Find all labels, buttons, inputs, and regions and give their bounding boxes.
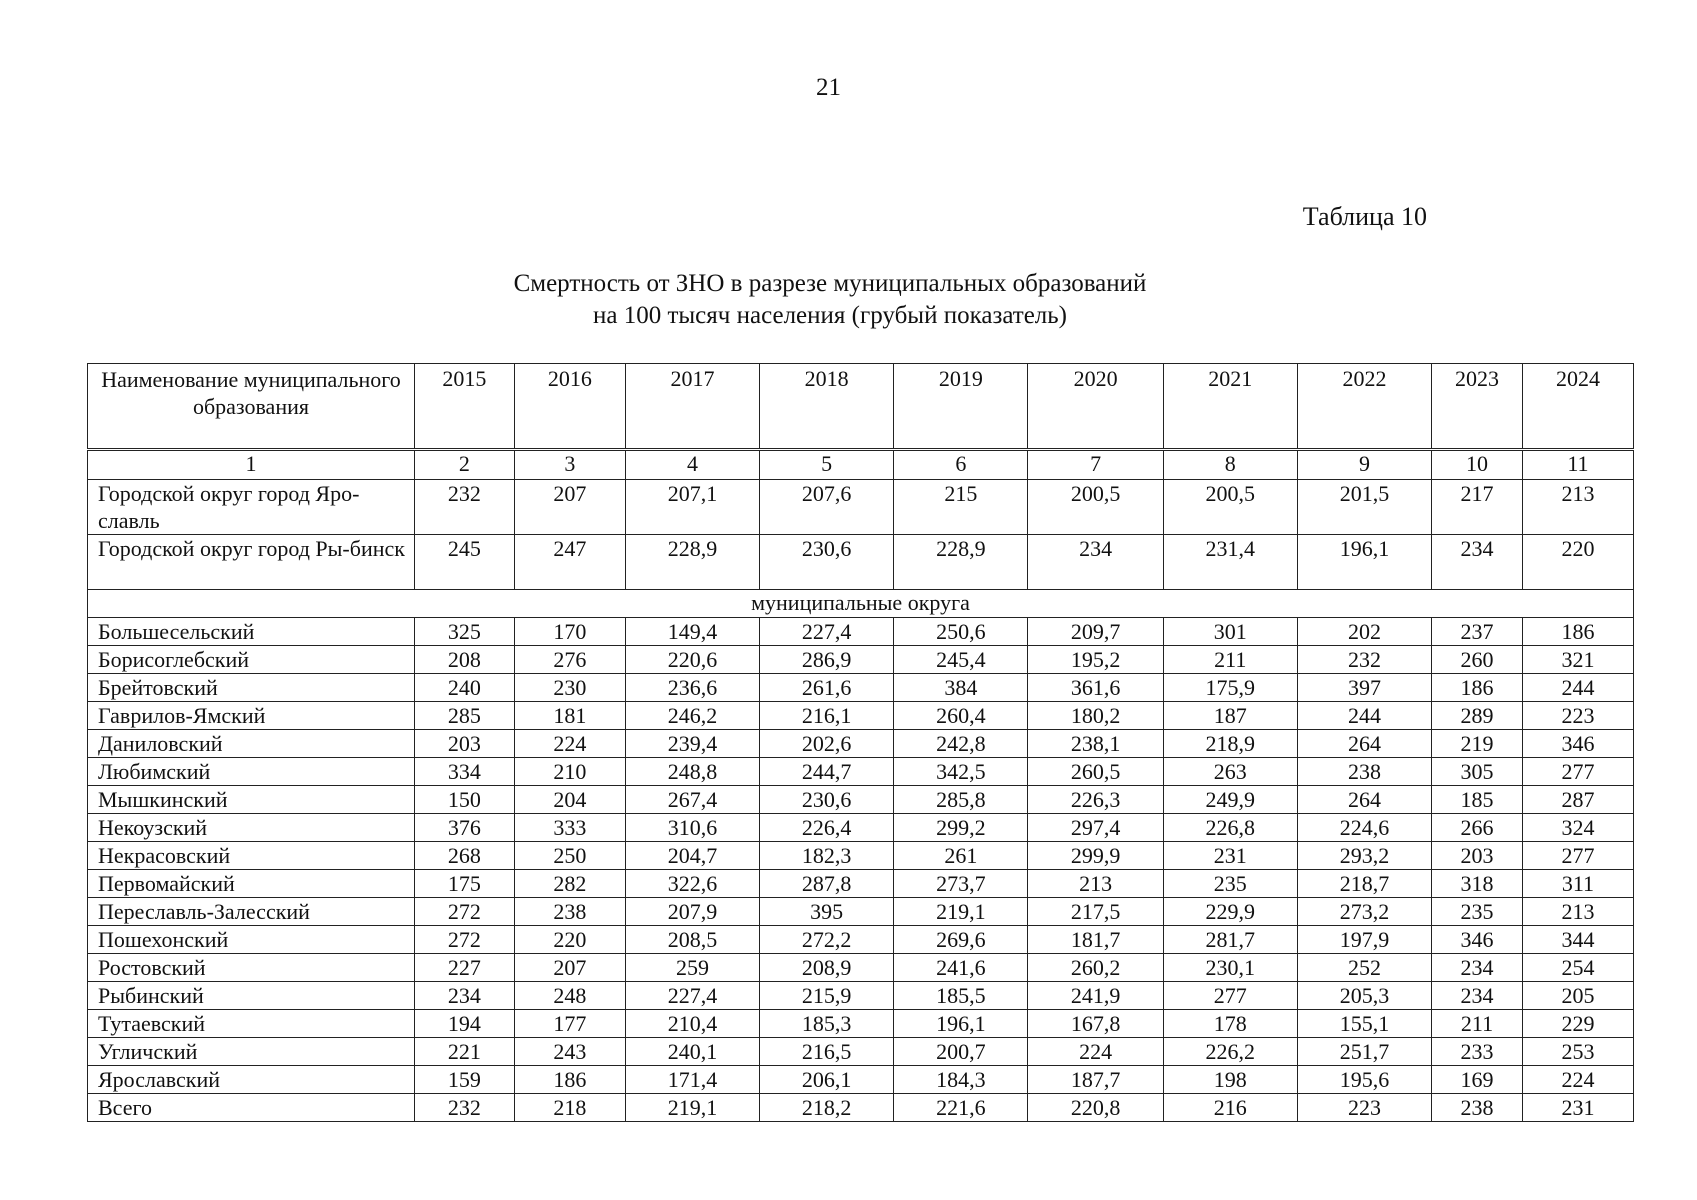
value-cell: 250,6 bbox=[894, 618, 1028, 646]
column-number-cell: 10 bbox=[1432, 451, 1523, 480]
column-number-cell: 5 bbox=[760, 451, 894, 480]
column-number-cell: 1 bbox=[88, 451, 415, 480]
value-cell: 234 bbox=[1028, 535, 1163, 590]
header-year-cell: 2017 bbox=[625, 364, 759, 449]
value-cell: 204,7 bbox=[625, 842, 759, 870]
value-cell: 207 bbox=[514, 480, 625, 535]
value-cell: 201,5 bbox=[1297, 480, 1431, 535]
value-cell: 181,7 bbox=[1028, 926, 1163, 954]
value-cell: 218 bbox=[514, 1094, 625, 1122]
value-cell: 289 bbox=[1432, 702, 1523, 730]
header-year-cell: 2020 bbox=[1028, 364, 1163, 449]
table-row bbox=[88, 926, 1634, 954]
table-row bbox=[88, 480, 1634, 535]
value-cell: 260,4 bbox=[894, 702, 1028, 730]
value-cell: 210 bbox=[514, 758, 625, 786]
column-number-cell: 9 bbox=[1297, 451, 1431, 480]
value-cell: 224 bbox=[514, 730, 625, 758]
value-cell: 219,1 bbox=[894, 898, 1028, 926]
value-cell: 227,4 bbox=[625, 982, 759, 1010]
header-year-cell: 2024 bbox=[1522, 364, 1633, 449]
value-cell: 202,6 bbox=[760, 730, 894, 758]
row-name-cell: Городской округ город Ры-бинск bbox=[88, 535, 415, 590]
row-name-cell: Гаврилов-Ямский bbox=[88, 702, 415, 730]
value-cell: 170 bbox=[514, 618, 625, 646]
row-name-cell: Тутаевский bbox=[88, 1010, 415, 1038]
column-number-cell: 3 bbox=[514, 451, 625, 480]
value-cell: 181 bbox=[514, 702, 625, 730]
value-cell: 185,3 bbox=[760, 1010, 894, 1038]
table-row bbox=[88, 814, 1634, 842]
value-cell: 207,1 bbox=[625, 480, 759, 535]
row-name-cell: Первомайский bbox=[88, 870, 415, 898]
value-cell: 234 bbox=[1432, 535, 1523, 590]
value-cell: 198 bbox=[1163, 1066, 1297, 1094]
value-cell: 196,1 bbox=[894, 1010, 1028, 1038]
page-number: 21 bbox=[816, 74, 841, 101]
value-cell: 244 bbox=[1297, 702, 1431, 730]
table-row bbox=[88, 1066, 1634, 1094]
value-cell: 202 bbox=[1297, 618, 1431, 646]
value-cell: 241,6 bbox=[894, 954, 1028, 982]
header-year-cell: 2023 bbox=[1432, 364, 1523, 449]
value-cell: 376 bbox=[414, 814, 514, 842]
value-cell: 322,6 bbox=[625, 870, 759, 898]
row-name-cell: Любимский bbox=[88, 758, 415, 786]
table-title-line-2: на 100 тысяч населения (грубый показатель) bbox=[592, 302, 1068, 329]
value-cell: 287,8 bbox=[760, 870, 894, 898]
row-name-cell: Борисоглебский bbox=[88, 646, 415, 674]
value-cell: 224 bbox=[1028, 1038, 1163, 1066]
value-cell: 286,9 bbox=[760, 646, 894, 674]
value-cell: 334 bbox=[414, 758, 514, 786]
table-row bbox=[88, 702, 1634, 730]
value-cell: 197,9 bbox=[1297, 926, 1431, 954]
value-cell: 175 bbox=[414, 870, 514, 898]
value-cell: 227,4 bbox=[760, 618, 894, 646]
row-name-cell: Некоузский bbox=[88, 814, 415, 842]
row-name-cell: Мышкинский bbox=[88, 786, 415, 814]
value-cell: 213 bbox=[1522, 480, 1633, 535]
value-cell: 217,5 bbox=[1028, 898, 1163, 926]
value-cell: 240 bbox=[414, 674, 514, 702]
value-cell: 216 bbox=[1163, 1094, 1297, 1122]
header-year-cell: 2018 bbox=[760, 364, 894, 449]
row-name-cell: Всего bbox=[88, 1094, 415, 1122]
value-cell: 344 bbox=[1522, 926, 1633, 954]
value-cell: 273,2 bbox=[1297, 898, 1431, 926]
value-cell: 346 bbox=[1432, 926, 1523, 954]
column-number-row bbox=[88, 451, 1634, 480]
value-cell: 228,9 bbox=[894, 535, 1028, 590]
value-cell: 346 bbox=[1522, 730, 1633, 758]
value-cell: 244 bbox=[1522, 674, 1633, 702]
value-cell: 205,3 bbox=[1297, 982, 1431, 1010]
value-cell: 260 bbox=[1432, 646, 1523, 674]
value-cell: 238 bbox=[1297, 758, 1431, 786]
value-cell: 211 bbox=[1163, 646, 1297, 674]
value-cell: 155,1 bbox=[1297, 1010, 1431, 1038]
value-cell: 235 bbox=[1163, 870, 1297, 898]
value-cell: 235 bbox=[1432, 898, 1523, 926]
value-cell: 207 bbox=[514, 954, 625, 982]
value-cell: 310,6 bbox=[625, 814, 759, 842]
header-year-cell: 2022 bbox=[1297, 364, 1431, 449]
value-cell: 243 bbox=[514, 1038, 625, 1066]
value-cell: 266 bbox=[1432, 814, 1523, 842]
value-cell: 248 bbox=[514, 982, 625, 1010]
value-cell: 272,2 bbox=[760, 926, 894, 954]
value-cell: 230,6 bbox=[760, 786, 894, 814]
value-cell: 206,1 bbox=[760, 1066, 894, 1094]
value-cell: 325 bbox=[414, 618, 514, 646]
value-cell: 223 bbox=[1522, 702, 1633, 730]
value-cell: 226,8 bbox=[1163, 814, 1297, 842]
value-cell: 195,6 bbox=[1297, 1066, 1431, 1094]
value-cell: 220,8 bbox=[1028, 1094, 1163, 1122]
value-cell: 228,9 bbox=[625, 535, 759, 590]
value-cell: 221,6 bbox=[894, 1094, 1028, 1122]
value-cell: 244,7 bbox=[760, 758, 894, 786]
value-cell: 213 bbox=[1522, 898, 1633, 926]
value-cell: 260,2 bbox=[1028, 954, 1163, 982]
value-cell: 203 bbox=[1432, 842, 1523, 870]
value-cell: 226,4 bbox=[760, 814, 894, 842]
value-cell: 211 bbox=[1432, 1010, 1523, 1038]
value-cell: 232 bbox=[414, 1094, 514, 1122]
value-cell: 150 bbox=[414, 786, 514, 814]
table-row bbox=[88, 982, 1634, 1010]
value-cell: 333 bbox=[514, 814, 625, 842]
value-cell: 299,9 bbox=[1028, 842, 1163, 870]
value-cell: 231,4 bbox=[1163, 535, 1297, 590]
value-cell: 169 bbox=[1432, 1066, 1523, 1094]
value-cell: 215,9 bbox=[760, 982, 894, 1010]
value-cell: 204 bbox=[514, 786, 625, 814]
column-number-cell: 2 bbox=[414, 451, 514, 480]
value-cell: 218,7 bbox=[1297, 870, 1431, 898]
value-cell: 238 bbox=[514, 898, 625, 926]
value-cell: 282 bbox=[514, 870, 625, 898]
value-cell: 232 bbox=[414, 480, 514, 535]
value-cell: 187,7 bbox=[1028, 1066, 1163, 1094]
value-cell: 195,2 bbox=[1028, 646, 1163, 674]
table-row bbox=[88, 898, 1634, 926]
value-cell: 287 bbox=[1522, 786, 1633, 814]
value-cell: 210,4 bbox=[625, 1010, 759, 1038]
value-cell: 237 bbox=[1432, 618, 1523, 646]
column-number-cell: 4 bbox=[625, 451, 759, 480]
value-cell: 208 bbox=[414, 646, 514, 674]
value-cell: 205 bbox=[1522, 982, 1633, 1010]
column-number-cell: 7 bbox=[1028, 451, 1163, 480]
value-cell: 247 bbox=[514, 535, 625, 590]
value-cell: 185 bbox=[1432, 786, 1523, 814]
value-cell: 268 bbox=[414, 842, 514, 870]
value-cell: 267,4 bbox=[625, 786, 759, 814]
value-cell: 220 bbox=[1522, 535, 1633, 590]
value-cell: 321 bbox=[1522, 646, 1633, 674]
value-cell: 263 bbox=[1163, 758, 1297, 786]
value-cell: 223 bbox=[1297, 1094, 1431, 1122]
value-cell: 234 bbox=[414, 982, 514, 1010]
value-cell: 384 bbox=[894, 674, 1028, 702]
value-cell: 293,2 bbox=[1297, 842, 1431, 870]
section-label-cell: муниципальные округа bbox=[88, 590, 1634, 618]
value-cell: 220 bbox=[514, 926, 625, 954]
value-cell: 269,6 bbox=[894, 926, 1028, 954]
value-cell: 229,9 bbox=[1163, 898, 1297, 926]
table-row bbox=[88, 842, 1634, 870]
value-cell: 182,3 bbox=[760, 842, 894, 870]
row-name-cell: Некрасовский bbox=[88, 842, 415, 870]
header-year-cell: 2015 bbox=[414, 364, 514, 449]
value-cell: 277 bbox=[1522, 758, 1633, 786]
value-cell: 213 bbox=[1028, 870, 1163, 898]
value-cell: 230 bbox=[514, 674, 625, 702]
value-cell: 234 bbox=[1432, 954, 1523, 982]
value-cell: 245,4 bbox=[894, 646, 1028, 674]
value-cell: 208,5 bbox=[625, 926, 759, 954]
value-cell: 236,6 bbox=[625, 674, 759, 702]
value-cell: 245 bbox=[414, 535, 514, 590]
value-cell: 305 bbox=[1432, 758, 1523, 786]
value-cell: 167,8 bbox=[1028, 1010, 1163, 1038]
table-header bbox=[87, 363, 1634, 449]
row-name-cell: Даниловский bbox=[88, 730, 415, 758]
value-cell: 221 bbox=[414, 1038, 514, 1066]
value-cell: 177 bbox=[514, 1010, 625, 1038]
value-cell: 254 bbox=[1522, 954, 1633, 982]
value-cell: 301 bbox=[1163, 618, 1297, 646]
value-cell: 185,5 bbox=[894, 982, 1028, 1010]
value-cell: 227 bbox=[414, 954, 514, 982]
value-cell: 196,1 bbox=[1297, 535, 1431, 590]
value-cell: 297,4 bbox=[1028, 814, 1163, 842]
value-cell: 260,5 bbox=[1028, 758, 1163, 786]
value-cell: 216,1 bbox=[760, 702, 894, 730]
value-cell: 285,8 bbox=[894, 786, 1028, 814]
value-cell: 220,6 bbox=[625, 646, 759, 674]
value-cell: 218,2 bbox=[760, 1094, 894, 1122]
row-name-cell: Большесельский bbox=[88, 618, 415, 646]
value-cell: 285 bbox=[414, 702, 514, 730]
value-cell: 207,9 bbox=[625, 898, 759, 926]
table-row bbox=[88, 1038, 1634, 1066]
value-cell: 186 bbox=[514, 1066, 625, 1094]
table-row bbox=[88, 618, 1634, 646]
row-name-cell: Ростовский bbox=[88, 954, 415, 982]
value-cell: 171,4 bbox=[625, 1066, 759, 1094]
header-year-cell: 2021 bbox=[1163, 364, 1297, 449]
header-year-cell: 2019 bbox=[894, 364, 1028, 449]
value-cell: 226,3 bbox=[1028, 786, 1163, 814]
value-cell: 159 bbox=[414, 1066, 514, 1094]
value-cell: 215 bbox=[894, 480, 1028, 535]
value-cell: 175,9 bbox=[1163, 674, 1297, 702]
value-cell: 219,1 bbox=[625, 1094, 759, 1122]
value-cell: 231 bbox=[1522, 1094, 1633, 1122]
table-row bbox=[88, 674, 1634, 702]
row-name-cell: Ярославский bbox=[88, 1066, 415, 1094]
value-cell: 272 bbox=[414, 898, 514, 926]
row-name-cell: Брейтовский bbox=[88, 674, 415, 702]
table-row bbox=[88, 535, 1634, 590]
value-cell: 299,2 bbox=[894, 814, 1028, 842]
value-cell: 234 bbox=[1432, 982, 1523, 1010]
header-row bbox=[88, 364, 1634, 449]
value-cell: 273,7 bbox=[894, 870, 1028, 898]
value-cell: 208,9 bbox=[760, 954, 894, 982]
value-cell: 242,8 bbox=[894, 730, 1028, 758]
value-cell: 272 bbox=[414, 926, 514, 954]
value-cell: 184,3 bbox=[894, 1066, 1028, 1094]
value-cell: 238,1 bbox=[1028, 730, 1163, 758]
row-name-cell: Переславль-Залесский bbox=[88, 898, 415, 926]
table-title-line-1: Смертность от ЗНО в разрезе муниципальных образований bbox=[513, 270, 1147, 297]
value-cell: 361,6 bbox=[1028, 674, 1163, 702]
value-cell: 200,5 bbox=[1163, 480, 1297, 535]
value-cell: 264 bbox=[1297, 786, 1431, 814]
column-number-cell: 8 bbox=[1163, 451, 1297, 480]
value-cell: 186 bbox=[1432, 674, 1523, 702]
value-cell: 224 bbox=[1522, 1066, 1633, 1094]
value-cell: 318 bbox=[1432, 870, 1523, 898]
value-cell: 253 bbox=[1522, 1038, 1633, 1066]
value-cell: 250 bbox=[514, 842, 625, 870]
header-year-cell: 2016 bbox=[514, 364, 625, 449]
value-cell: 200,7 bbox=[894, 1038, 1028, 1066]
value-cell: 149,4 bbox=[625, 618, 759, 646]
value-cell: 226,2 bbox=[1163, 1038, 1297, 1066]
table-row bbox=[88, 870, 1634, 898]
value-cell: 311 bbox=[1522, 870, 1633, 898]
value-cell: 187 bbox=[1163, 702, 1297, 730]
value-cell: 230,6 bbox=[760, 535, 894, 590]
column-number-cell: 11 bbox=[1522, 451, 1633, 480]
table-row bbox=[88, 646, 1634, 674]
value-cell: 229 bbox=[1522, 1010, 1633, 1038]
table-row bbox=[88, 730, 1634, 758]
value-cell: 194 bbox=[414, 1010, 514, 1038]
value-cell: 259 bbox=[625, 954, 759, 982]
value-cell: 230,1 bbox=[1163, 954, 1297, 982]
table-row bbox=[88, 954, 1634, 982]
value-cell: 261 bbox=[894, 842, 1028, 870]
value-cell: 232 bbox=[1297, 646, 1431, 674]
value-cell: 395 bbox=[760, 898, 894, 926]
table-row bbox=[88, 758, 1634, 786]
value-cell: 238 bbox=[1432, 1094, 1523, 1122]
value-cell: 261,6 bbox=[760, 674, 894, 702]
value-cell: 277 bbox=[1163, 982, 1297, 1010]
value-cell: 252 bbox=[1297, 954, 1431, 982]
value-cell: 264 bbox=[1297, 730, 1431, 758]
table-title bbox=[0, 268, 1660, 332]
value-cell: 281,7 bbox=[1163, 926, 1297, 954]
column-number-cell: 6 bbox=[894, 451, 1028, 480]
value-cell: 251,7 bbox=[1297, 1038, 1431, 1066]
table-row bbox=[88, 786, 1634, 814]
row-name-cell: Пошехонский bbox=[88, 926, 415, 954]
value-cell: 224,6 bbox=[1297, 814, 1431, 842]
value-cell: 239,4 bbox=[625, 730, 759, 758]
value-cell: 246,2 bbox=[625, 702, 759, 730]
value-cell: 233 bbox=[1432, 1038, 1523, 1066]
row-name-cell: Рыбинский bbox=[88, 982, 415, 1010]
value-cell: 324 bbox=[1522, 814, 1633, 842]
row-name-cell: Городской округ город Яро-славль bbox=[88, 480, 415, 535]
value-cell: 241,9 bbox=[1028, 982, 1163, 1010]
value-cell: 231 bbox=[1163, 842, 1297, 870]
value-cell: 240,1 bbox=[625, 1038, 759, 1066]
value-cell: 209,7 bbox=[1028, 618, 1163, 646]
mortality-table bbox=[87, 450, 1634, 1122]
header-name-cell: Наименование муниципального образования bbox=[88, 364, 415, 449]
value-cell: 217 bbox=[1432, 480, 1523, 535]
value-cell: 203 bbox=[414, 730, 514, 758]
value-cell: 178 bbox=[1163, 1010, 1297, 1038]
table-label: Таблица 10 bbox=[1302, 202, 1427, 231]
table-row bbox=[88, 1010, 1634, 1038]
value-cell: 248,8 bbox=[625, 758, 759, 786]
value-cell: 207,6 bbox=[760, 480, 894, 535]
table-row bbox=[88, 1094, 1634, 1122]
value-cell: 397 bbox=[1297, 674, 1431, 702]
value-cell: 218,9 bbox=[1163, 730, 1297, 758]
value-cell: 200,5 bbox=[1028, 480, 1163, 535]
value-cell: 216,5 bbox=[760, 1038, 894, 1066]
value-cell: 186 bbox=[1522, 618, 1633, 646]
value-cell: 276 bbox=[514, 646, 625, 674]
value-cell: 342,5 bbox=[894, 758, 1028, 786]
value-cell: 249,9 bbox=[1163, 786, 1297, 814]
row-name-cell: Угличский bbox=[88, 1038, 415, 1066]
value-cell: 180,2 bbox=[1028, 702, 1163, 730]
section-row bbox=[88, 590, 1634, 618]
value-cell: 277 bbox=[1522, 842, 1633, 870]
value-cell: 219 bbox=[1432, 730, 1523, 758]
